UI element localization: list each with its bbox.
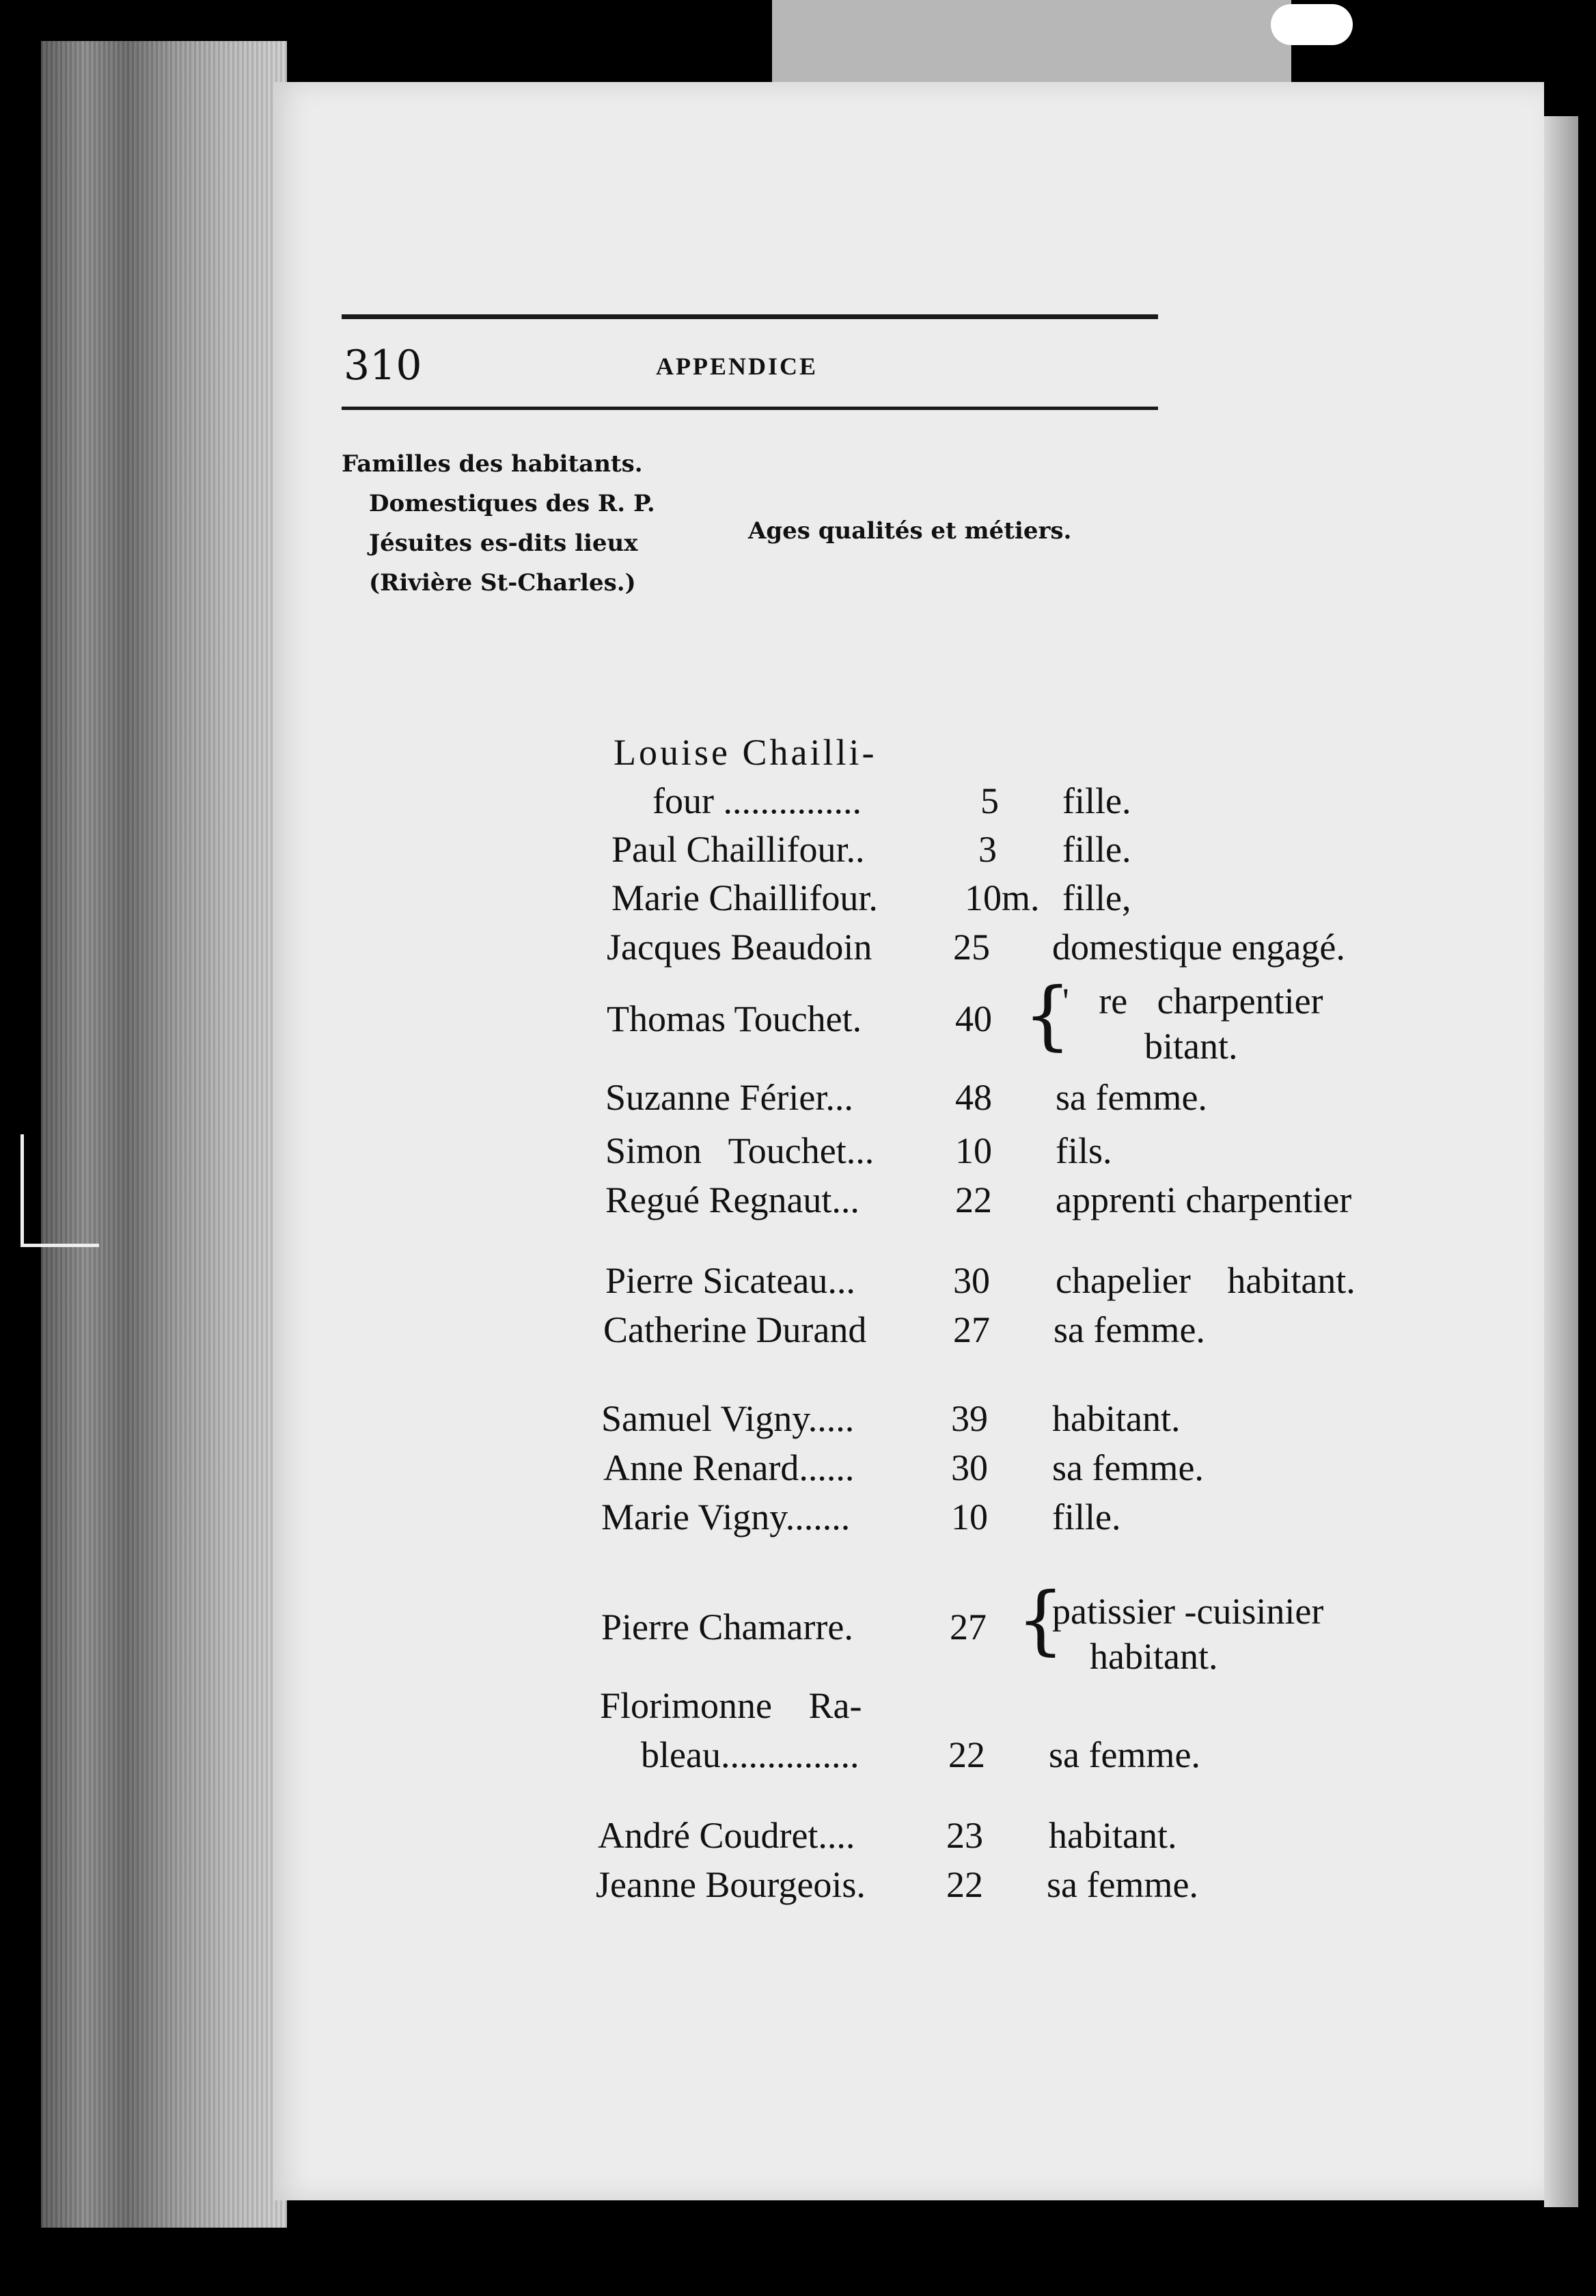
person-name: Louise Chailli- xyxy=(614,732,877,773)
person-description: domestique engagé. xyxy=(1052,927,1345,968)
person-name: Pierre Chamarre. xyxy=(601,1607,853,1648)
person-description: fille. xyxy=(1062,780,1131,821)
description-line: patissier -cuisinier xyxy=(1052,1591,1324,1632)
person-name: Anne Renard...... xyxy=(603,1447,855,1488)
left-heading-line: Jésuites es-dits lieux xyxy=(369,530,638,557)
person-name: four ............... xyxy=(652,780,862,821)
person-age: 30 xyxy=(953,1260,990,1301)
person-age: 48 xyxy=(955,1077,992,1118)
person-age: 30 xyxy=(951,1447,988,1488)
person-description: sa femme. xyxy=(1047,1864,1198,1905)
person-age: 22 xyxy=(946,1864,983,1905)
person-description: fille. xyxy=(1062,829,1131,870)
person-description: sa femme. xyxy=(1054,1309,1205,1350)
person-name: André Coudret.... xyxy=(598,1815,855,1856)
person-age: 10m. xyxy=(965,877,1040,918)
person-name: Simon Touchet... xyxy=(605,1130,875,1171)
person-age: 39 xyxy=(951,1398,988,1439)
person-age: 3 xyxy=(978,829,997,870)
person-age: 5 xyxy=(980,780,999,821)
person-description: fils. xyxy=(1056,1130,1112,1171)
left-heading-line: Familles des habitants. xyxy=(342,450,643,478)
person-description: fille, xyxy=(1062,877,1131,918)
person-age: 10 xyxy=(955,1130,992,1171)
right-column-heading: Ages qualités et métiers. xyxy=(748,517,1072,545)
person-name: Paul Chaillifour.. xyxy=(611,829,865,870)
running-head: APPENDICE xyxy=(656,353,818,380)
person-name: Jacques Beaudoin xyxy=(607,927,872,968)
person-description xyxy=(1052,1589,1435,1679)
person-name: Regué Regnaut... xyxy=(605,1179,859,1220)
description-line: ' re charpentier xyxy=(1062,981,1323,1022)
grouping-brace: { xyxy=(1023,971,1071,1058)
person-name: Marie Chaillifour. xyxy=(611,877,878,918)
person-description: habitant. xyxy=(1049,1815,1177,1856)
person-description: habitant. xyxy=(1052,1398,1181,1439)
person-age: 25 xyxy=(953,927,990,968)
person-description: sa femme. xyxy=(1052,1447,1204,1488)
person-description: sa femme. xyxy=(1049,1734,1200,1775)
page-number: 310 xyxy=(344,342,422,390)
person-age: 22 xyxy=(955,1179,992,1220)
person-name: bleau............... xyxy=(641,1734,859,1775)
person-name: Florimonne Ra- xyxy=(600,1685,862,1726)
person-age: 23 xyxy=(946,1815,983,1856)
left-heading-line: Domestiques des R. P. xyxy=(369,490,655,517)
person-name: Pierre Sicateau... xyxy=(605,1260,855,1301)
person-age: 40 xyxy=(955,998,992,1039)
person-description xyxy=(1062,979,1445,1069)
person-description: apprenti charpentier xyxy=(1056,1179,1352,1220)
grouping-brace: { xyxy=(1017,1576,1064,1663)
person-age: 10 xyxy=(951,1496,988,1538)
person-age: 27 xyxy=(953,1309,990,1350)
person-name: Samuel Vigny..... xyxy=(601,1398,855,1439)
person-description: chapelier habitant. xyxy=(1056,1260,1356,1301)
person-name: Catherine Durand xyxy=(603,1309,867,1350)
person-age: 27 xyxy=(950,1607,987,1648)
left-heading-line: (Rivière St-Charles.) xyxy=(369,569,636,597)
person-name: Thomas Touchet. xyxy=(607,998,862,1039)
person-description: fille. xyxy=(1052,1496,1121,1538)
description-line: bitant. xyxy=(1144,1026,1238,1067)
person-name: Suzanne Férier... xyxy=(605,1077,853,1118)
description-line: habitant. xyxy=(1090,1636,1218,1677)
person-name: Jeanne Bourgeois. xyxy=(596,1864,866,1905)
person-name: Marie Vigny....... xyxy=(601,1496,851,1538)
person-age: 22 xyxy=(948,1734,985,1775)
person-description: sa femme. xyxy=(1056,1077,1207,1118)
